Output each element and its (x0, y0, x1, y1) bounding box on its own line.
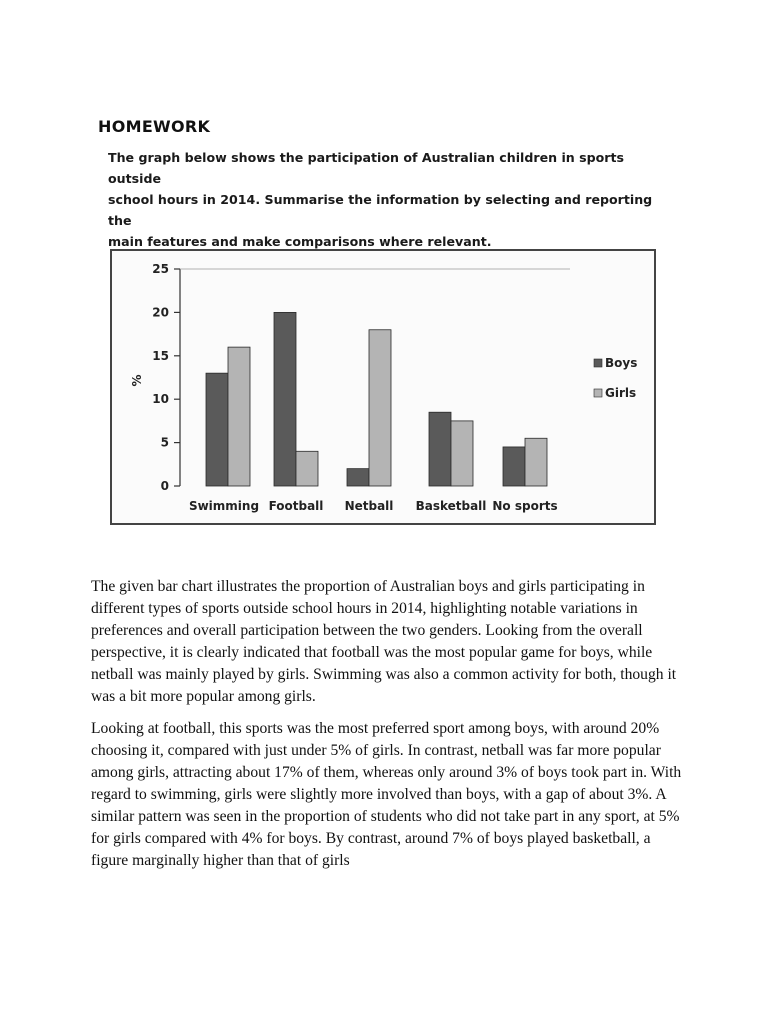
bar-chart (110, 249, 656, 525)
task-instructions (108, 147, 680, 252)
y-tick-label: 25 (152, 262, 169, 276)
bar-boys-basketball (429, 412, 451, 486)
x-tick-label: Basketball (415, 499, 487, 513)
bar-boys-swimming (206, 373, 228, 486)
legend-label-boys: Boys (605, 356, 638, 370)
legend-swatch-boys (594, 359, 602, 367)
bar-boys-football (274, 312, 296, 486)
bar-girls-swimming (228, 347, 250, 486)
bar-boys-netball (347, 469, 369, 486)
x-tick-label: Netball (344, 499, 394, 513)
essay (91, 576, 691, 882)
bar-girls-no-sports (525, 438, 547, 486)
page-heading: HOMEWORK (98, 117, 211, 136)
task-line: The graph below shows the participation of Australian children in sports outside (108, 150, 625, 186)
bar-chart-svg (112, 251, 654, 523)
bar-girls-football (296, 451, 318, 486)
y-tick-label: 20 (152, 305, 169, 320)
legend-swatch-girls (594, 389, 602, 397)
task-line: school hours in 2014. Summarise the information by selecting and reporting the (108, 192, 653, 228)
x-tick-label: Swimming (188, 499, 260, 513)
x-tick-label: No sports (492, 499, 558, 513)
y-axis-label: % (130, 374, 144, 387)
y-tick-label: 10 (152, 392, 169, 407)
bar-girls-basketball (451, 421, 473, 486)
bar-boys-no-sports (503, 447, 525, 486)
y-tick-label: 5 (160, 435, 169, 450)
y-tick-label: 15 (152, 348, 169, 363)
essay-paragraph: The given bar chart illustrates the proportion of Australian boys and girls participating in different types of sports outside school hours in 2014, highlighting notable variations in preferences and overall participation between the two genders. Looking from the overall perspective, it is clearly indicated that football was the most popular game for boys, while netball was mainly played by girls. Swimming was also a common activity for both, though it was a bit more popular among girls. (91, 578, 677, 705)
essay-paragraph: Looking at football, this sports was the most preferred sport among boys, with around 20% choosing it, compared with just under 5% of girls. In contrast, netball was far more popular among girls, attracting about 17% of them, whereas only around 3% of boys took part in. With regard to swimming, girls were slightly more involved than boys, with a gap of about 3%. A similar pattern was seen in the proportion of students who did not take part in any sport, at 5% for girls compared with 4% for boys. By contrast, around 7% of boys played basketball, a figure marginally higher than that of girls (91, 720, 682, 869)
legend-label-girls: Girls (605, 386, 637, 400)
task-line: main features and make comparisons where relevant. (108, 234, 492, 249)
bar-girls-netball (369, 330, 391, 486)
x-tick-label: Football (268, 499, 324, 513)
y-tick-label: 0 (160, 479, 169, 493)
